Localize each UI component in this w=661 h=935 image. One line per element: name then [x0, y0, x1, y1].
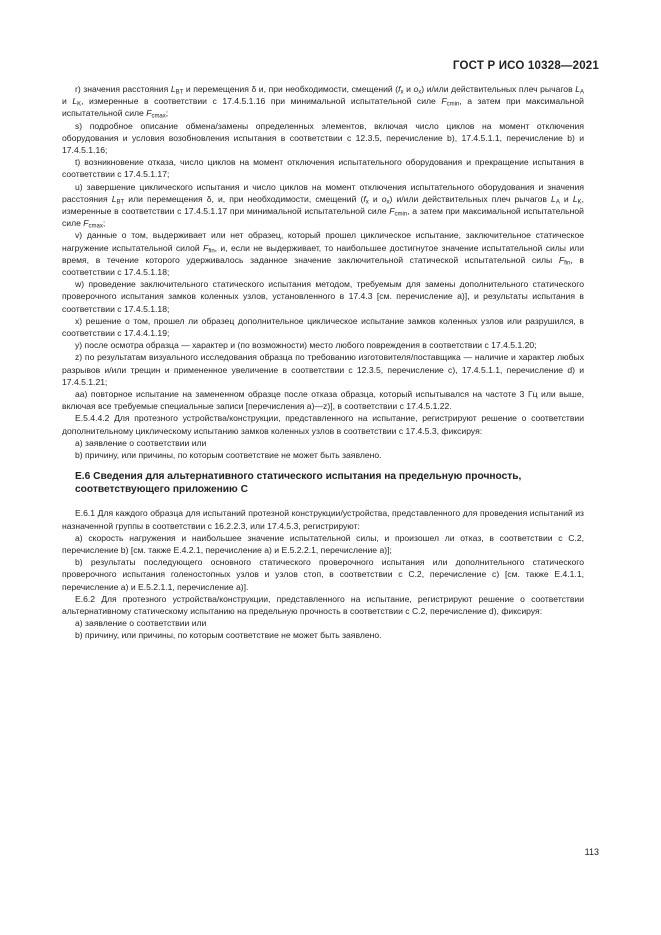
document-body [62, 83, 584, 642]
clause-e5442-a: а) заявление о соответствии или [75, 437, 207, 448]
item-x: x) решение о том, прошел ли образец дополнительное циклическое испытание замков коленных узлов или разрушился, в соответствии с 17.4.4.1.19; [62, 315, 584, 339]
clause-e5442-b: b) причину, или причины, по которым соответствие не может быть заявлено. [75, 450, 382, 461]
item-y: y) после осмотра образца — характер и (по возможности) место любого повреждения в соответствии с 17.4.5.1.20; [75, 340, 537, 351]
item-v: v) данные о том, выдерживает или нет образец, который прошел циклическое испытание, заключительное статическое нагружение испытательной силой $F_{fin}$, и, если не выдерживает, то наибольшее достигнутое значение испытательной силы или время, в течение которого удерживалось заданное значение заключительной статической испытательной силы $F_{fin}$, в соответствии с 17.4.5.1.18; [62, 230, 584, 278]
clause-e61-a: а) скорость нагружения и наибольшее значение испытательной силы, и произошел ли отказ, в соответствии с С.2, перечисление b) [см. также Е.4.2.1, перечисление а) и Е.5.2.2.1, перечисление а)]; [62, 532, 584, 555]
page-number: 113 [584, 847, 599, 857]
item-z: z) по результатам визуального исследования образца по требованию изготовителя/поставщика — наличие и характер любых разрывов и/или трещин и примененное увеличение в соответствии с 12.3.5, перечисление с), 17.4.5.1.1, перечисление d) и 17.4.5.1.21; [62, 352, 584, 387]
clause-e62: Е.6.2 Для протезного устройства/конструкции, представленного на испытание, регистрируют решение о соответствии альтернативному статическому испытанию на предельную прочность в соответствии с С.2, перечисление d), фиксируя: [62, 593, 584, 616]
item-aa: аа) повторное испытание на замененном образце после отказа образца, который испытывался на частоте 3 Гц или выше, включая все требуемые специальные записи [перечисления а)—z)], в соответствии с 17.4.5.1.22. [62, 389, 584, 412]
item-u: u) завершение циклического испытания и число циклов на момент отключения испытательного оборудования и значения расстояния $L_{BT}$ или перемещения δ, и, при необходимости, смещений ($f_x$ и $o_x$) и/или действительных плеч рычагов $L_A$ и $L_K$, измеренные в соответствии с 17.4.5.1.17 при минимальной испытательной силе $F_{cmin}$, а затем при максимальной испытательной силе $F_{cmax}$; [62, 181, 585, 230]
clause-e5442: Е.5.4.4.2 Для протезного устройства/конструкции, представленного на испытание, регистрируют решение о соответствии дополнительному циклическому испытанию замков коленных узлов в соответствии с 17.4.5.3, фиксируя: [62, 413, 584, 436]
clause-e61-b: b) результаты последующего основного статического проверочного испытания или дополнительного статического проверочного испытания голеностопных узлов и узлов стоп, в соответствии с С.2, перечисление с) [см. также Е.4.1.1, перечисление а) и Е.5.2.1.1, перечисление а)]. [62, 557, 584, 592]
clause-e62-a: а) заявление о соответствии или [75, 618, 207, 629]
item-w: w) проведение заключительного статического испытания методом, требуемым для замены дополнительного статического проверочного испытания замков коленных узлов, установленного в 17.4.3 [см. перечисление а)], и результаты испытания в соответствии с 17.4.5.1.18; [62, 279, 584, 314]
item-s: s) подробное описание обмена/замены определенных элементов, включая число циклов на момент отключения оборудования и условия возобновления испытания в соответствии с 12.3.5, перечисление b), 17.4.5.1.1, перечисление b) и 17.4.5.1.16; [62, 120, 584, 156]
clause-e62-b: b) причину, или причины, по которым соответствие не может быть заявлено. [75, 630, 382, 641]
item-r: r) значения расстояния $L_{BT}$ и перемещения δ и, при необходимости, смещений ($f_x$ и $o_x$) и/или действительных плеч рычагов $L_A$ и $L_K$, измеренные в соответствии с 17.4.5.1.16 при минимальной испытательной силе $F_{cmin}$, а затем при максимальной испытательной силе $F_{cmax}$; [62, 84, 585, 120]
clause-e61: Е.6.1 Для каждого образца для испытаний протезной конструкции/устройства, представленного для проведения испытаний из назначенной группы в соответствии с 16.2.2.3, или 17.4.5.3, регистрируют: [62, 508, 584, 531]
item-t: t) возникновение отказа, число циклов на момент отключения испытательного оборудования и прекращение испытания в соответствии с 17.4.5.1.17; [62, 157, 584, 180]
section-heading-e6: Е.6 Сведения для альтернативного статического испытания на предельную прочность, соответствующего приложению С [75, 471, 522, 496]
document-header: ГОСТ Р ИСО 10328—2021 [452, 60, 599, 72]
